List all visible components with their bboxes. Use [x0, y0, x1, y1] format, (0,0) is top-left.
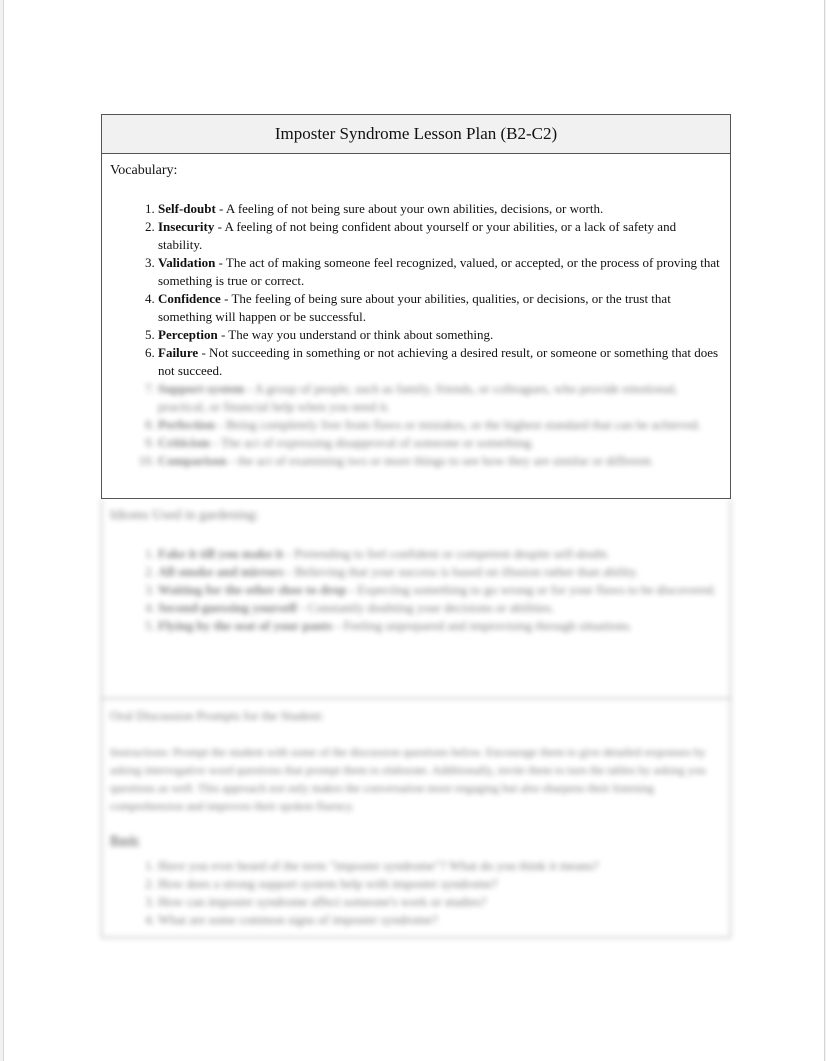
- list-item: 8. Perfection - Being completely free from flaws or mistakes, or the highest standard that can be achieved.: [158, 416, 722, 434]
- prompts-label: Oral Discussion Prompts for the Student:: [110, 708, 325, 723]
- idioms-section: [101, 499, 731, 699]
- basic-label: Basic: [110, 832, 140, 847]
- idioms-label: Idioms Used in gardening:: [110, 508, 259, 523]
- list-item: 1. Have you ever heard of the term "imposter syndrome"? What do you think it means?: [158, 857, 722, 875]
- list-item: 4. What are some common signs of imposter syndrome?: [158, 911, 722, 929]
- list-item: 6. Failure - Not succeeding in something or not achieving a desired result, or someone or something that does not succeed.: [158, 344, 722, 380]
- questions-list: [110, 857, 722, 929]
- vocabulary-list: [110, 200, 722, 470]
- list-item: 1. Fake it till you make it - Pretending to feel confident or competent despite self-doubt.: [158, 545, 722, 563]
- list-item: 3. How can imposter syndrome affect someone's work or studies?: [158, 893, 722, 911]
- list-item: 3. Validation - The act of making someone feel recognized, valued, or accepted, or the process of proving that something is true or correct.: [158, 254, 722, 290]
- list-item: 10. Comparison - the act of examining two or more things to see how they are similar or different.: [158, 452, 722, 470]
- list-item: 9. Criticism - The act of expressing disapproval of someone or something.: [158, 434, 722, 452]
- lesson-plan-table: [101, 114, 731, 938]
- title-text: Imposter Syndrome Lesson Plan (B2-C2): [274, 124, 558, 143]
- idioms-list: [110, 545, 722, 635]
- vocabulary-label: Vocabulary:: [110, 163, 178, 178]
- list-item: 3. Waiting for the other shoe to drop - Expecting something to go wrong or for your flaws to be discovered.: [158, 581, 722, 599]
- list-item: 2. All smoke and mirrors - Believing that your success is based on illusion rather than ability.: [158, 563, 722, 581]
- list-item: 7. Support system - A group of people, such as family, friends, or colleagues, who provide emotional, practical, or financial help when you need it.: [158, 380, 722, 416]
- vocabulary-section: [101, 154, 731, 499]
- list-item: 5. Perception - The way you understand or think about something.: [158, 326, 722, 344]
- list-item: 2. How does a strong support system help with imposter syndrome?: [158, 875, 722, 893]
- list-item: 4. Confidence - The feeling of being sure about your abilities, qualities, or decisions, or the trust that something will happen or be successful.: [158, 290, 722, 326]
- list-item: 4. Second-guessing yourself - Constantly doubting your decisions or abilities.: [158, 599, 722, 617]
- list-item: 5. Flying by the seat of your pants - Feeling unprepared and improvising through situations.: [158, 617, 722, 635]
- prompts-section: [101, 699, 731, 938]
- list-item: 2. Insecurity - A feeling of not being confident about yourself or your abilities, or a lack of safety and stability.: [158, 218, 722, 254]
- prompts-instructions: Instructions: Prompt the student with some of the discussion questions below. Encourage them to give detailed responses by asking interrogative word questions that prompt them to elaborate. Additionally, invite them to turn the tables by asking you questions as well. This approach not only makes the conversation more engaging but also sharpens their listening comprehension and improves their spoken fluency.: [110, 745, 706, 813]
- list-item: 1. Self-doubt - A feeling of not being sure about your own abilities, decisions, or worth.: [158, 200, 722, 218]
- document-title: [101, 114, 731, 154]
- document-page: [3, 0, 825, 1061]
